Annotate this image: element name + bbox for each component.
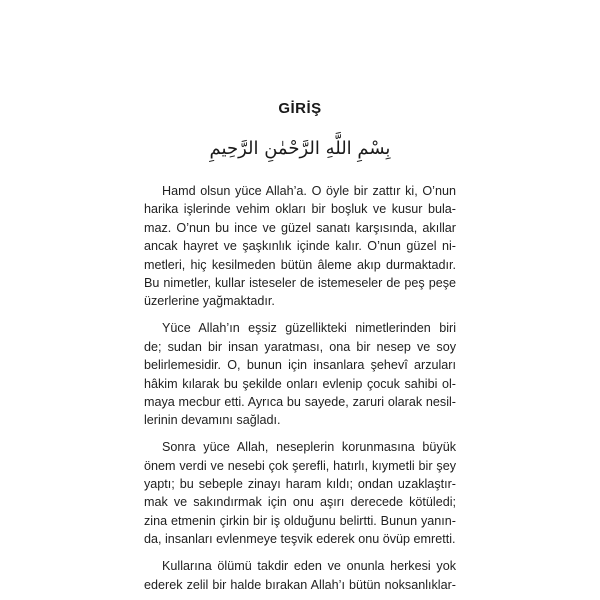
text-line: önem verdi ve nesebi çok şerefli, hatırlı, kıymetli bir şey	[144, 458, 456, 473]
text-line: hâkim kılarak bu şekilde onları evlenip çocuk sahibi ol-	[144, 376, 456, 391]
paragraph	[144, 182, 456, 311]
text-line: yaptı; bu sebeple zinayı haram kıldı; ondan uzaklaştır-	[144, 477, 456, 492]
text-line: harika işlerinde vehim okları bir boşluk ve kusur bula-	[144, 202, 456, 217]
chapter-heading: GİRİŞ	[278, 100, 322, 117]
text-line: ancak hayret ve şaşkınlık içinde kalır. O’nun güzel ni-	[144, 239, 456, 254]
text-line: üzerlerine yağmaktadır.	[144, 294, 275, 309]
paragraph	[144, 438, 456, 548]
basmala-calligraphy: بِسْمِ اللَّهِ الرَّحْمٰنِ الرَّحِيمِ	[209, 138, 391, 159]
text-line: de; sudan bir insan yaratması, ona bir nesep ve soy	[144, 339, 456, 354]
text-line: lerinin devamını sağladı.	[144, 413, 281, 428]
paragraph-gap	[144, 430, 456, 439]
body-text	[144, 182, 456, 594]
text-line: belirlemesidir. O, bunun için insanlara şehevî arzuları	[144, 358, 456, 373]
text-line: Hamd olsun yüce Allah’a. O öyle bir zattır ki, O’nun	[162, 184, 456, 198]
text-line: Yüce Allah’ın eşsiz güzellikteki nimetlerinden biri	[162, 321, 456, 336]
text-line: Kullarına ölümü takdir eden ve onunla herkesi yok	[162, 559, 456, 574]
paragraph-gap	[144, 549, 456, 558]
text-line: da, insanları evlenmeye teşvik ederek onu övüp emretti.	[144, 532, 456, 547]
text-line: maya mecbur etti. Ayrıca bu sayede, zaruri olarak nesil-	[144, 394, 456, 409]
text-line: zina etmenin çirkin bir iş olduğunu belirtti. Bunun yanın-	[144, 513, 456, 528]
paragraph	[144, 557, 456, 594]
paragraph	[144, 319, 456, 429]
text-line: ederek zelil bir halde bırakan Allah’ı bütün noksanlıklar-	[144, 577, 456, 592]
paragraph-gap	[144, 311, 456, 320]
text-line: metleri, hiç kesilmeden bütün âleme akıp durmaktadır.	[144, 257, 456, 272]
text-line: Bu nimetler, kullar isteseler de istemeseler de peş peşe	[144, 275, 456, 290]
text-line: Sonra yüce Allah, neseplerin korunmasına büyük	[162, 440, 456, 455]
text-line: mak ve sakındırmak için onu aşırı derecede kötüledi;	[144, 495, 456, 510]
text-line: maz. O’nun bu ince ve güzel sanatı karşısında, akıllar	[144, 220, 456, 235]
